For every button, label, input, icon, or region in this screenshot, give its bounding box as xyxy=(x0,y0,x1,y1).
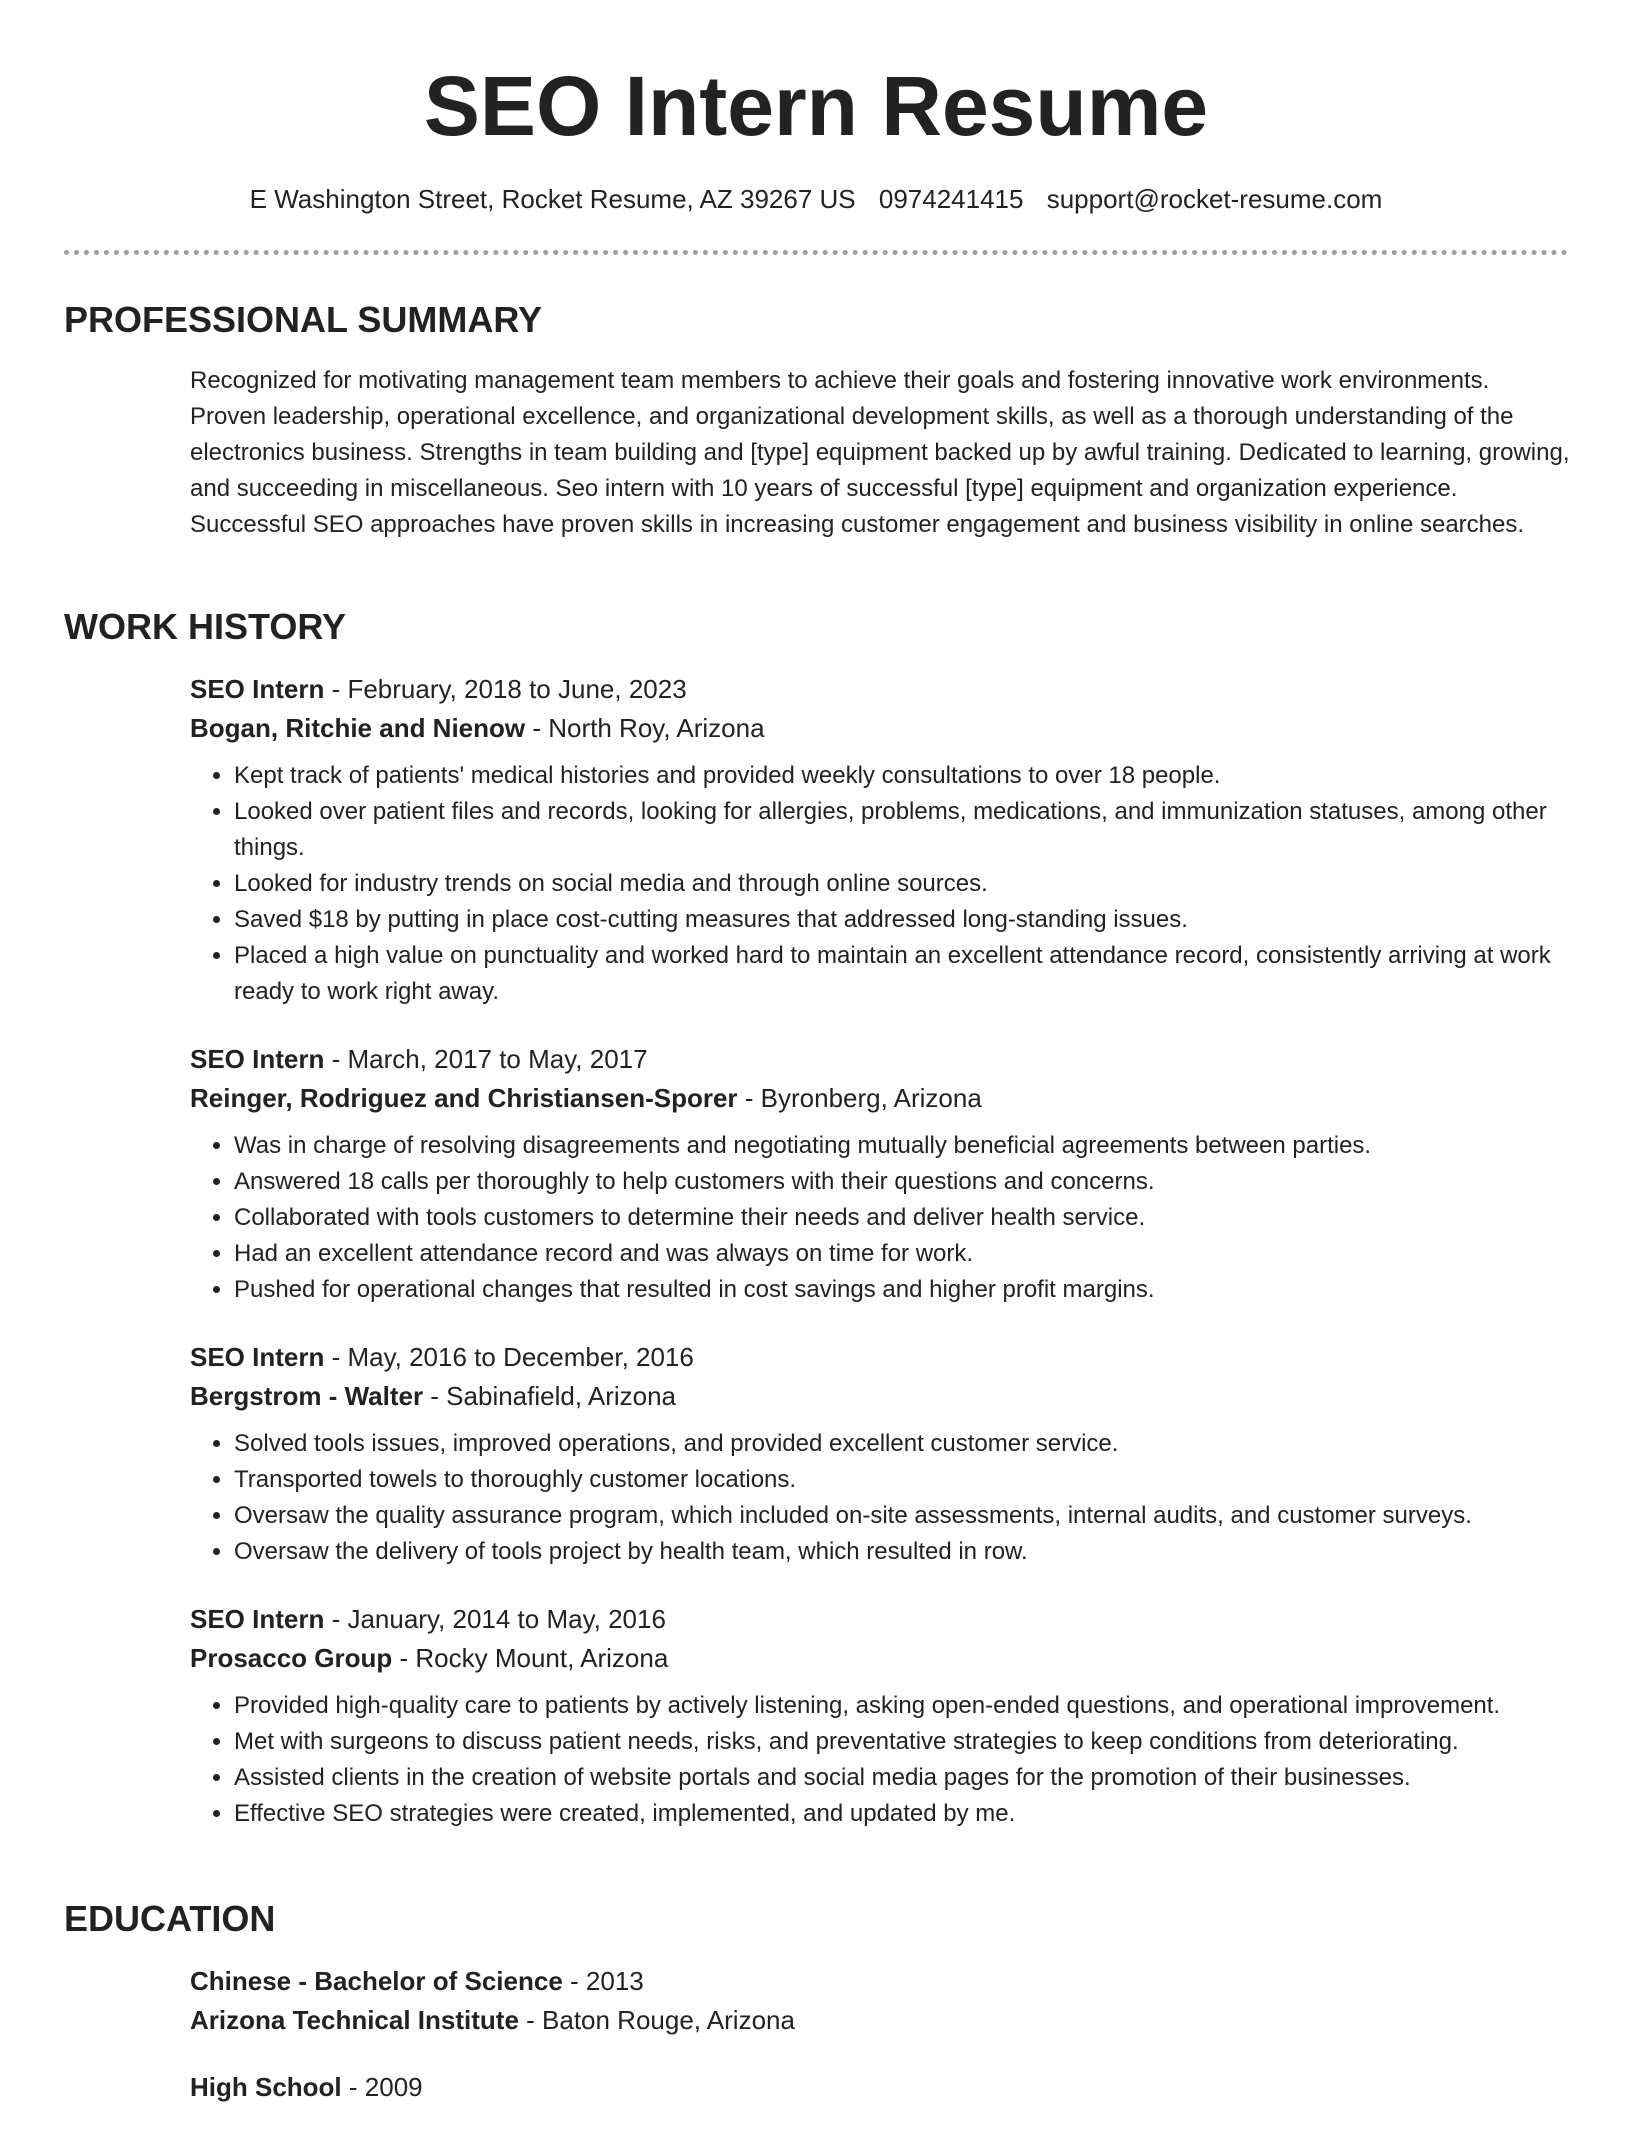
job-location: - Byronberg, Arizona xyxy=(737,1083,982,1113)
job-title: SEO Intern xyxy=(190,1044,325,1074)
contact-phone: 0974241415 xyxy=(878,184,1024,214)
job-bullet: • Assisted clients in the creation of website portals and social media pages for the promotion of their businesses. xyxy=(234,1760,1570,1796)
job-bullet: • Oversaw the quality assurance program, which included on-site assessments, internal audits, and customer surveys. xyxy=(234,1498,1570,1534)
job-title-line xyxy=(190,1040,1570,1079)
summary-heading: PROFESSIONAL SUMMARY xyxy=(64,299,543,340)
education-degree-line xyxy=(190,1962,1570,2001)
job-bullet: • Pushed for operational changes that resulted in cost savings and higher profit margins. xyxy=(234,1272,1570,1308)
job-dates: - March, 2017 to May, 2017 xyxy=(324,1044,648,1074)
job-bullet: • Kept track of patients' medical histories and provided weekly consultations to over 18 people. xyxy=(234,758,1570,794)
job-bullet: • Collaborated with tools customers to determine their needs and deliver health service. xyxy=(234,1200,1570,1236)
education-year: - 2009 xyxy=(341,2072,423,2102)
job-bullets xyxy=(190,758,1570,1010)
job-bullet: • Saved $18 by putting in place cost-cutting measures that addressed long-standing issues. xyxy=(234,902,1570,938)
summary-text: Recognized for motivating management team members to achieve their goals and fostering innovative work environments. Proven leadership, operational excellence, and organizational development skills, as well as a thorough understanding of the electronics business. Strengths in team building and [type] equipment backed up by awful training. Dedicated to learning, growing, and succeeding in miscellaneous. Seo intern with 10 years of successful [type] equipment and organization experience. Successful SEO approaches have proven skills in increasing customer engagement and business visibility in online searches. xyxy=(190,367,1570,538)
education-school: Arizona Technical Institute xyxy=(190,2005,519,2035)
contact-email: support@rocket-resume.com xyxy=(1046,184,1383,214)
job-bullet: • Transported towels to thoroughly customer locations. xyxy=(234,1462,1570,1498)
education-degree: High School xyxy=(190,2072,342,2102)
education-year: - 2013 xyxy=(562,1966,644,1996)
job-dates: - January, 2014 to May, 2016 xyxy=(324,1604,666,1634)
job-title-line xyxy=(190,670,1570,709)
education-section xyxy=(190,1962,1570,2135)
job-bullet: • Provided high-quality care to patients by actively listening, asking open-ended questions, and operational improvement. xyxy=(234,1688,1570,1724)
job-company: Bogan, Ritchie and Nienow xyxy=(190,713,526,743)
job-title-line xyxy=(190,1600,1570,1639)
job-title: SEO Intern xyxy=(190,1342,325,1372)
education-school-line xyxy=(190,2001,1570,2040)
job-bullet: • Answered 18 calls per thoroughly to help customers with their questions and concerns. xyxy=(234,1164,1570,1200)
job-bullet: • Looked for industry trends on social media and through online sources. xyxy=(234,866,1570,902)
contact-line xyxy=(0,182,1632,216)
job-entry xyxy=(190,1600,1570,1832)
job-entry xyxy=(190,1338,1570,1570)
work-history-heading: WORK HISTORY xyxy=(64,606,347,647)
job-bullet: • Solved tools issues, improved operations, and provided excellent customer service. xyxy=(234,1426,1570,1462)
job-bullet: • Met with surgeons to discuss patient needs, risks, and preventative strategies to keep conditions from deteriorating. xyxy=(234,1724,1570,1760)
job-entry xyxy=(190,1040,1570,1308)
education-entry xyxy=(190,1962,1570,2040)
job-title: SEO Intern xyxy=(190,674,325,704)
job-entry xyxy=(190,670,1570,1010)
header-divider xyxy=(64,250,1568,255)
education-location: - Baton Rouge, Arizona xyxy=(518,2005,795,2035)
job-company: Prosacco Group xyxy=(190,1643,393,1673)
work-history-section xyxy=(190,670,1570,1862)
education-degree-line xyxy=(190,2068,1570,2107)
job-company: Bergstrom - Walter xyxy=(190,1381,424,1411)
job-location: - North Roy, Arizona xyxy=(525,713,765,743)
job-bullets xyxy=(190,1688,1570,1832)
job-bullet: • Effective SEO strategies were created, implemented, and updated by me. xyxy=(234,1796,1570,1832)
job-bullet: • Had an excellent attendance record and was always on time for work. xyxy=(234,1236,1570,1272)
job-company-line xyxy=(190,1377,1570,1416)
education-entry xyxy=(190,2068,1570,2107)
job-dates: - May, 2016 to December, 2016 xyxy=(324,1342,694,1372)
job-bullet: • Was in charge of resolving disagreements and negotiating mutually beneficial agreements between parties. xyxy=(234,1128,1570,1164)
job-bullet: • Oversaw the delivery of tools project by health team, which resulted in row. xyxy=(234,1534,1570,1570)
job-company-line xyxy=(190,1079,1570,1118)
job-bullets xyxy=(190,1128,1570,1308)
job-bullet: • Placed a high value on punctuality and worked hard to maintain an excellent attendance record, consistently arriving at work ready to work right away. xyxy=(234,938,1570,1010)
resume-title: SEO Intern Resume xyxy=(423,59,1209,153)
job-bullets xyxy=(190,1426,1570,1570)
job-dates: - February, 2018 to June, 2023 xyxy=(324,674,687,704)
education-heading: EDUCATION xyxy=(64,1898,276,1939)
contact-address: E Washington Street, Rocket Resume, AZ 39267 US xyxy=(249,184,856,214)
job-company: Reinger, Rodriguez and Christiansen-Sporer xyxy=(190,1083,738,1113)
job-company-line xyxy=(190,709,1570,748)
education-degree: Chinese - Bachelor of Science xyxy=(190,1966,563,1996)
summary-section xyxy=(190,363,1570,543)
job-bullet: • Looked over patient files and records, looking for allergies, problems, medications, and immunization statuses, among other things. xyxy=(234,794,1570,866)
job-company-line xyxy=(190,1639,1570,1678)
job-location: - Sabinafield, Arizona xyxy=(423,1381,677,1411)
job-location: - Rocky Mount, Arizona xyxy=(392,1643,669,1673)
job-title: SEO Intern xyxy=(190,1604,325,1634)
job-title-line xyxy=(190,1338,1570,1377)
